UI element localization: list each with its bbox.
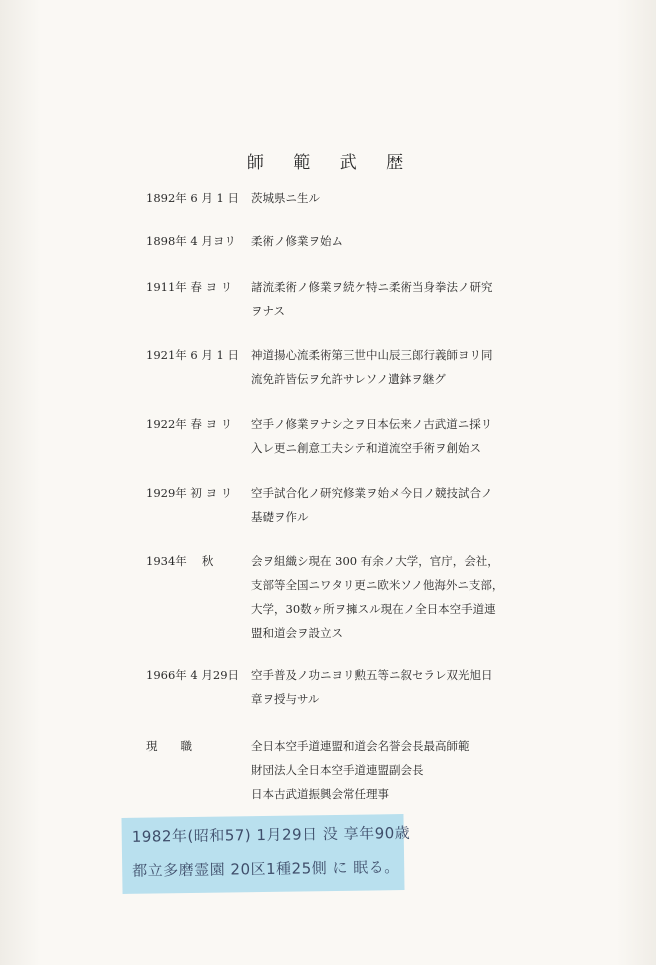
entry-line: 全日本空手道連盟和道会名誉会長最高師範	[251, 739, 470, 753]
entry-text	[251, 663, 531, 711]
entry-line: 空手ノ修業ヲナシ之ヲ日本伝来ノ古武道ニ採リ	[251, 417, 493, 431]
entry-date: 1892年 6 月 1 日	[146, 191, 240, 205]
entry-text	[251, 186, 531, 210]
entry-date: 1921年 6 月 1 日	[146, 348, 240, 362]
entry-line: 章ヲ授与サル	[251, 692, 320, 706]
entry-date: 1934年 秋	[146, 554, 214, 568]
entry-line: 入レ更ニ創意工夫シテ和道流空手術ヲ創始ス	[251, 441, 481, 455]
entry-line: 諸流柔術ノ修業ヲ続ケ特ニ柔術当身拳法ノ研究	[251, 280, 493, 294]
entry-line: 基礎ヲ作ル	[251, 510, 309, 524]
entry-line: 会ヲ組織シ現在 300 有余ノ大学，官庁，会社，	[251, 554, 499, 568]
entry-line: 盟和道会ヲ設立ス	[251, 626, 343, 640]
entry-text	[251, 734, 531, 806]
handwritten-note	[121, 814, 411, 894]
entry-text	[251, 481, 531, 529]
entry-line: 大学，30数ヶ所ヲ擁スル現在ノ全日本空手道連	[251, 602, 496, 616]
entry-date: 1898年 4 月ヨリ	[146, 234, 236, 248]
entry-date: 1966年 4 月29日	[146, 668, 240, 682]
entry-text	[251, 229, 531, 253]
note-line: 1982年(昭和57) 1月29日 没 享年90歳	[131, 823, 411, 846]
entry-text	[251, 412, 531, 460]
entry-line: 日本古武道振興会常任理事	[251, 787, 389, 801]
note-line: 都立多磨霊園 20区1種25側 に 眠る。	[132, 858, 400, 880]
page-title: 師 範 武 歴	[246, 153, 416, 173]
entry-date: 現 職	[146, 739, 192, 753]
entry-date: 1929年 初 ヨ リ	[146, 486, 233, 500]
entry-line: 茨城県ニ生ル	[251, 191, 320, 205]
entry-text	[251, 343, 531, 391]
entry-line: 空手普及ノ功ニヨリ勲五等ニ叙セラレ双光旭日	[251, 668, 493, 682]
entry-line: 支部等全国ニワタリ更ニ欧米ソノ他海外ニ支部，	[251, 578, 504, 592]
entry-line: ヲナス	[251, 304, 286, 318]
entry-text	[251, 549, 531, 645]
entry-date: 1911年 春 ヨ リ	[146, 280, 233, 294]
entry-line: 神道揚心流柔術第三世中山辰三郎行義師ヨリ同	[251, 348, 493, 362]
entry-line: 柔術ノ修業ヲ始ム	[251, 234, 343, 248]
entry-line: 空手試合化ノ研究修業ヲ始メ今日ノ競技試合ノ	[251, 486, 493, 500]
entry-line: 流免許皆伝ヲ允許サレソノ遺鉢ヲ継グ	[251, 372, 446, 386]
entry-text	[251, 275, 531, 323]
entry-line: 財団法人全日本空手道連盟副会長	[251, 763, 424, 777]
entry-date: 1922年 春 ヨ リ	[146, 417, 233, 431]
